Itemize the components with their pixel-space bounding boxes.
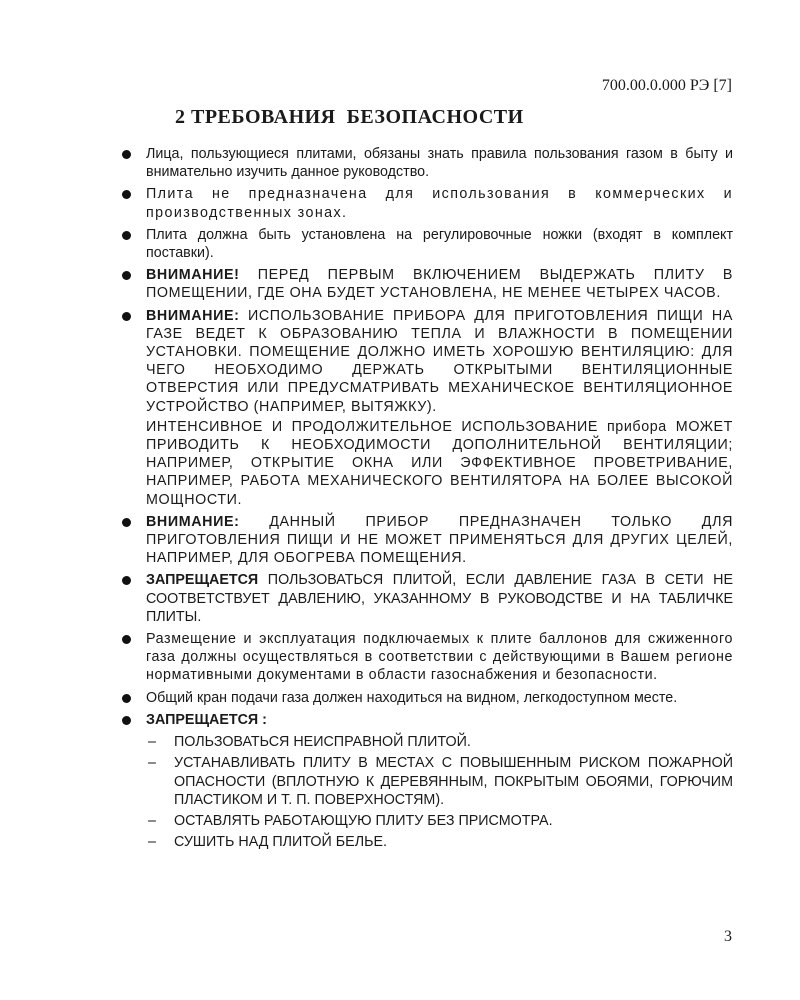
prohibition-item: – ОСТАВЛЯТЬ РАБОТАЮЩУЮ ПЛИТУ БЕЗ ПРИСМОТРА.	[148, 812, 553, 829]
warning-label: ВНИМАНИЕ:	[146, 307, 240, 324]
document-number: 700.00.0.000 РЭ [7]	[601, 77, 732, 94]
prohibition-item: – УСТАНАВЛИВАТЬ ПЛИТУ В МЕСТАХ С ПОВЫШЕННЫМ РИСКОМ ПОЖАРНОЙ ОПАСНОСТИ (ВПЛОТНУЮ К ДЕРЕВЯННЫМ, ПОКРЫТЫМ ОБОЯМИ, ГОРЮЧИМ ПЛАСТИКОМ И Т. П. ПОВЕРХНОСТЯМ).	[148, 755, 733, 808]
dash-marker: –	[148, 812, 156, 829]
page-number: 3	[724, 928, 732, 945]
prohibition-label: ЗАПРЕЩАЕТСЯ	[146, 572, 259, 589]
bullet-icon	[122, 518, 131, 527]
prohibition-item: – ПОЛЬЗОВАТЬСЯ НЕИСПРАВНОЙ ПЛИТОЙ.	[148, 734, 471, 751]
list-item: Размещение и эксплуатация подключаемых к плите баллонов для сжиженного газа должны осуществляться в соответствии с действующими в Вашем регионе нормативными документами в области газоснабжения и безопасности.	[120, 630, 733, 685]
dash-marker: –	[148, 834, 156, 851]
warning-continuation: ИНТЕНСИВНОЕ И ПРОДОЛЖИТЕЛЬНОЕ ИСПОЛЬЗОВАНИЕ прибора МОЖЕТ ПРИВОДИТЬ К НЕОБХОДИМОСТИ ДОПОЛНИТЕЛЬНОЙ ВЕНТИЛЯЦИИ; НАПРИМЕР, ОТКРЫТИЕ ОКНА ИЛИ ЭФФЕКТИВНОЕ ПРОВЕТРИВАНИЕ, НАПРИМЕР, РАБОТА МЕХАНИЧЕСКОГО ВЕНТИЛЯТОРА НА БОЛЕЕ ВЫСОКОЙ МОЩНОСТИ.	[146, 418, 733, 508]
list-item-prohibition	[120, 711, 733, 729]
bullet-icon	[122, 150, 131, 159]
list-item: Общий кран подачи газа должен находиться на видном, легкодоступном месте.	[120, 689, 733, 707]
dash-marker: –	[148, 734, 156, 751]
bullet-icon	[122, 576, 131, 585]
list-item-prohibition: ЗАПРЕЩАЕТСЯ ПОЛЬЗОВАТЬСЯ ПЛИТОЙ, ЕСЛИ ДАВЛЕНИЕ ГАЗА В СЕТИ НЕ СООТВЕТСТВУЕТ ДАВЛЕНИЮ, УКАЗАННОМУ В РУКОВОДСТВЕ И НА ТАБЛИЧКЕ ПЛИТЫ.	[120, 571, 733, 626]
warning-label: ВНИМАНИЕ:	[146, 513, 240, 530]
bullet-icon	[122, 635, 131, 644]
section-title: 2 ТРЕБОВАНИЯ БЕЗОПАСНОСТИ	[175, 106, 524, 128]
dash-marker: –	[148, 755, 156, 772]
list-item-warning: ВНИМАНИЕ: ИСПОЛЬЗОВАНИЕ ПРИБОРА ДЛЯ ПРИГОТОВЛЕНИЯ ПИЩИ НА ГАЗЕ ВЕДЕТ К ОБРАЗОВАНИЮ ТЕПЛА И ВЛАЖНОСТИ В ПОМЕЩЕНИИ УСТАНОВКИ. ПОМЕЩЕНИЕ ДОЛЖНО ИМЕТЬ ХОРОШУЮ ВЕНТИЛЯЦИЮ: ДЛЯ ЧЕГО НЕОБХОДИМО ДЕРЖАТЬ ОТКРЫТЫМИ ВЕНТИЛЯЦИОННЫЕ ОТВЕРСТИЯ ИЛИ ПРЕДУСМАТРИВАТЬ МЕХАНИЧЕСКОЕ ВЕНТИЛЯЦИОННОЕ УСТРОЙСТВО (НАПРИМЕР, ВЫТЯЖКУ). ИНТЕНСИВНОЕ И ПРОДОЛЖИТЕЛЬНОЕ ИСПОЛЬЗОВАНИЕ прибора МОЖЕТ ПРИВОДИТЬ К НЕОБХОДИМОСТИ ДОПОЛНИТЕЛЬНОЙ ВЕНТИЛЯЦИИ; НАПРИМЕР, ОТКРЫТИЕ ОКНА ИЛИ ЭФФЕКТИВНОЕ ПРОВЕТРИВАНИЕ, НАПРИМЕР, РАБОТА МЕХАНИЧЕСКОГО ВЕНТИЛЯТОРА НА БОЛЕЕ ВЫСОКОЙ МОЩНОСТИ.	[120, 307, 733, 509]
bullet-icon	[122, 694, 131, 703]
bullet-icon	[122, 231, 131, 240]
bullet-icon	[122, 312, 131, 321]
bullet-icon	[122, 716, 131, 725]
prohibition-label: ЗАПРЕЩАЕТСЯ :	[146, 711, 267, 728]
safety-requirements-list	[120, 145, 733, 854]
list-item: Плита не предназначена для использования в коммерческих и производственных зонах.	[120, 185, 733, 221]
bullet-icon	[122, 271, 131, 280]
list-item: Лица, пользующиеся плитами, обязаны знать правила пользования газом в быту и внимательно изучить данное руководство.	[120, 145, 733, 181]
list-item-warning: ВНИМАНИЕ! ПЕРЕД ПЕРВЫМ ВКЛЮЧЕНИЕМ ВЫДЕРЖАТЬ ПЛИТУ В ПОМЕЩЕНИИ, ГДЕ ОНА БУДЕТ УСТАНОВЛЕНА, НЕ МЕНЕЕ ЧЕТЫРЕХ ЧАСОВ.	[120, 266, 733, 302]
list-item: Плита должна быть установлена на регулировочные ножки (входят в комплект поставки).	[120, 226, 733, 262]
prohibition-item: – СУШИТЬ НАД ПЛИТОЙ БЕЛЬЕ.	[148, 834, 387, 851]
warning-label: ВНИМАНИЕ!	[146, 267, 240, 284]
bullet-icon	[122, 190, 131, 199]
list-item-warning: ВНИМАНИЕ: ДАННЫЙ ПРИБОР ПРЕДНАЗНАЧЕН ТОЛЬКО ДЛЯ ПРИГОТОВЛЕНИЯ ПИЩИ И НЕ МОЖЕТ ПРИМЕНЯТЬСЯ ДЛЯ ДРУГИХ ЦЕЛЕЙ, НАПРИМЕР, ДЛЯ ОБОГРЕВА ПОМЕЩЕНИЯ.	[120, 513, 733, 568]
